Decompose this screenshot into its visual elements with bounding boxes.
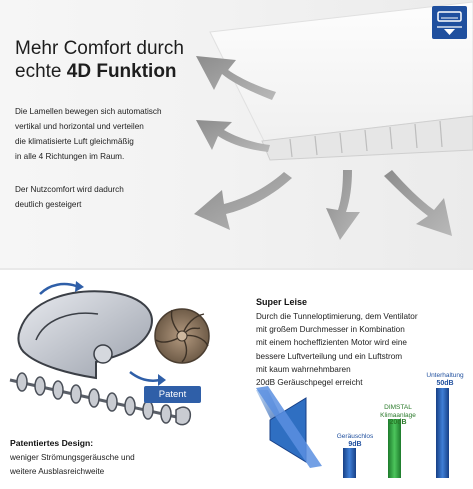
bar-unterhaltung bbox=[436, 388, 449, 478]
silent-title: Super Leise bbox=[256, 297, 308, 307]
bar-geraeuschlos bbox=[343, 448, 356, 478]
patent-title: Patentiertes Design: bbox=[10, 438, 94, 448]
headline-line-1: Mehr Comfort durch bbox=[15, 38, 184, 59]
bar-dimstal bbox=[388, 419, 401, 478]
bar-label-unterhaltung: Unterhaltung 50dB bbox=[426, 372, 464, 387]
patent-text: weniger Strömungsgeräusche und weitere Ausblasreichweite bbox=[10, 453, 135, 476]
patent-badge: Patent bbox=[144, 386, 201, 403]
bar-label-geraeuschlos: Geräuschlos 9dB bbox=[336, 433, 374, 448]
crossflow-fan-icon bbox=[155, 309, 209, 363]
intro-paragraph-1: Die Lamellen bewegen sich automatisch vertikal und horizontal und verteilen die klimatisierte Luft gleichmäßig in alle 4 Richtungen im Raum. bbox=[15, 107, 162, 161]
headline-4d: 4D Funktion bbox=[66, 61, 177, 82]
speaker-icon bbox=[256, 386, 322, 468]
intro-paragraph-2: Der Nutzcomfort wird dadurch deutlich gesteigert bbox=[15, 185, 124, 209]
headline-line-2: echte 4D Funktion bbox=[15, 61, 177, 82]
bar-label-dimstal: DIMSTAL Klimaanlage 20dB bbox=[380, 404, 416, 426]
unit-cross-section bbox=[18, 281, 166, 386]
ac-unit-icon bbox=[432, 6, 467, 39]
silent-text: Durch die Tunneloptimierung, dem Ventilator mit großem Durchmesser in Kombination mit einem hocheffizienten Motor wird eine bessere Luftverteilung und ein Luftstrom mit kaum wahrnehmbaren 20dB Geräuschpegel erreicht bbox=[256, 312, 418, 388]
